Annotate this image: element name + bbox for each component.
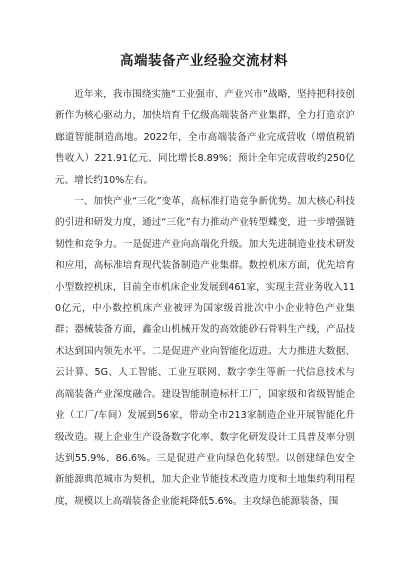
document-title: 高端装备产业经验交流材料 [120, 53, 288, 69]
document-body [55, 84, 355, 512]
section-one-paragraph: 一、加快产业“三化”变革，高标准打造竞争新优势。加大核心科技的引进和研发力度，通过“三化”有力推动产业转型蝶变，进一步增强链韧性和竞争力。一是促进产业向高端化升级。加大先进制造业技术研发和应用，高标准培育现代装备制造产业集群。数控机床方面，优先培育小型数控机床，目前全市机床企业发展到461家，实现主营业务收入110亿元，中小数控机床产业被评为国家级首批次中小企业特色产业集群；器械装备方面，鑫金山机械开发的高效能砂石骨料生产线，产品技术达到国内领先水平。二是促进产业向智能化迈进。大力推进大数据、云计算、5G、人工智能、工业互联网、数字孪生等新一代信息技术与高端装备产业深度融合。建设智能制造标杆工厂，国家级和省级智能企业（工厂/车间）发展到56家，带动全市213家制造企业开展智能化升级改造。规上企业生产设备数字化率、数字化研发设计工具普及率分别达到55.9%、86.6%。三是促进产业向绿色化转型。以创建绿色安全新能源典范城市为契机，加大企业节能技术改造力度和土地集约利用程度，规模以上高端装备企业能耗降低5.6%。主攻绿色能源装备，围 [55, 196, 355, 507]
intro-paragraph: 近年来，我市围绕实施“工业强市、产业兴市”战略，坚持把科技创新作为核心驱动力，加快培育千亿级高端装备产业集群，全力打造京沪廊道智能制造高地。2022年，全市高端装备产业完成营收（增值税销售收入）221.91亿元、同比增长8.89%；预计全年完成营收约250亿元、增长约10%左右。 [55, 89, 355, 186]
